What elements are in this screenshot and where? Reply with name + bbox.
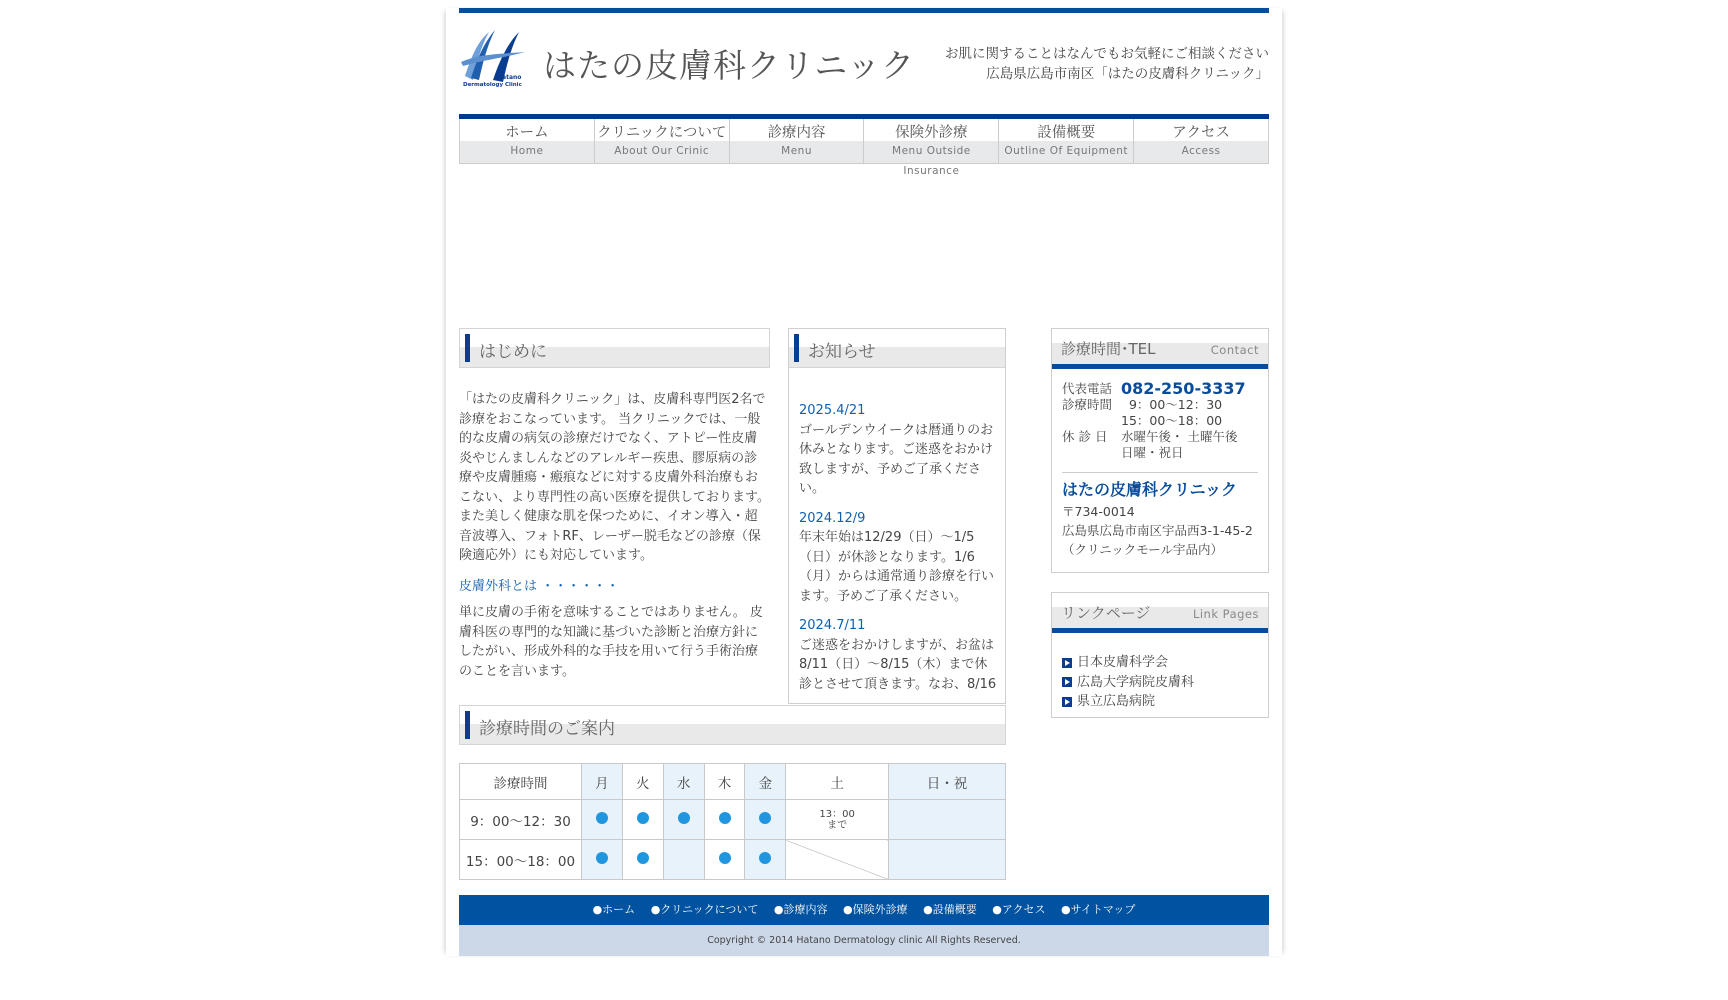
link-label: 日本皮膚科学会 [1077, 655, 1169, 670]
footer-link-menu[interactable]: ●診療内容 [773, 903, 828, 916]
links-heading-en: Link Pages [1192, 607, 1259, 621]
footer-link-access[interactable]: ●アクセス [992, 903, 1046, 916]
hours-row [1062, 397, 1258, 413]
intro-heading-box [459, 328, 770, 368]
links-heading-box [1052, 593, 1268, 633]
tagline-line-2: 広島県広島市南区「はたの皮膚科クリニック」 [986, 66, 1269, 82]
open-dot-icon [596, 812, 608, 824]
open-dot-icon [596, 852, 608, 864]
heading-accent-bar [465, 334, 470, 362]
links-heading: リンクページ [1061, 604, 1151, 622]
news-panel[interactable] [788, 328, 1006, 704]
open-dot-icon [637, 852, 649, 864]
phone-row [1062, 381, 1258, 397]
closed-cell [889, 840, 1006, 880]
hours-row [1062, 413, 1258, 429]
sat-note: 13：00 [819, 808, 855, 820]
closed-row [1062, 445, 1258, 461]
hours-label: 診療時間 [1062, 397, 1113, 412]
intro-heading: はじめに [479, 342, 547, 362]
link-label: 県立広島病院 [1077, 694, 1156, 709]
schedule-table [459, 763, 1006, 880]
nav-label-en: Access [1134, 141, 1268, 163]
contact-heading: 診療時間･TEL [1061, 340, 1156, 358]
open-cell [622, 800, 663, 840]
phone-label: 代表電話 [1062, 381, 1113, 396]
col-header: 診療時間 [460, 764, 582, 800]
intro-body [459, 390, 770, 690]
copyright: Copyright © 2014 Hatano Dermatology clinic All Rights Reserved. [459, 925, 1269, 956]
nav-label-ja: 保険外診療 [864, 119, 998, 141]
nav-item-menu[interactable] [730, 119, 865, 163]
closed-value: 日曜・祝日 [1121, 445, 1184, 460]
site-title: はたの皮膚科クリニック [543, 46, 916, 85]
news-heading-box [788, 328, 1006, 368]
open-cell [704, 840, 745, 880]
news-item [799, 509, 999, 607]
news-date: 2025.4/21 [799, 403, 866, 418]
logo-small-text: Dermatology Clinic [463, 82, 522, 88]
closed-cell [786, 840, 889, 880]
link-label: 広島大学病院皮膚科 [1077, 674, 1195, 690]
nav-label-en: Menu Outside Insurance [864, 141, 998, 163]
intro-paragraph: 単に皮膚の手術を意味することではありません。 皮膚科医の専門的な知識に基づいた診断と治療方針にしたがい、形成外科的な手技を用いて行う手術治療のことを言います。 [459, 605, 763, 679]
tagline-line-1: お肌に関することはなんでもお気軽にご相談ください [945, 46, 1269, 62]
col-header: 日・祝 [889, 764, 1006, 800]
open-cell [663, 800, 704, 840]
main-nav [459, 119, 1269, 177]
open-cell [622, 840, 663, 880]
nav-label-ja: クリニックについて [595, 119, 729, 141]
divider [1062, 472, 1258, 473]
nav-label-en: Outline Of Equipment [999, 141, 1133, 163]
page-container [459, 0, 1269, 956]
footer-link-outside-insurance[interactable]: ●保険外診療 [843, 903, 908, 916]
nav-label-ja: アクセス [1134, 119, 1268, 141]
nav-item-about[interactable] [595, 119, 730, 163]
col-header: 土 [786, 764, 889, 800]
open-dot-icon [678, 812, 690, 824]
contact-heading-box [1052, 329, 1268, 369]
building: （クリニックモール宇品内） [1062, 542, 1224, 557]
time-cell: 15：00〜18：00 [460, 840, 582, 880]
arrow-right-icon [1062, 677, 1072, 687]
news-date: 2024.12/9 [799, 510, 866, 526]
schedule-heading-box [459, 705, 1006, 745]
news-text: 年末年始は12/29（日）～1/5（日）が休診となります。1/6（月）からは通常通り診療を行います。予めご了承ください。 [799, 530, 995, 604]
open-cell [745, 800, 786, 840]
intro-paragraph: 「はたの皮膚科クリニック」は、皮膚科専門医2名で診療をおこなっています。 当クリニックでは、一般的な皮膚の病気の診療だけでなく、アトピー性皮膚炎やじんましんなどのアレルギー疾患、膠原病の診療や皮膚腫瘍・瘢痕などに対する皮膚外科治療もおこない、より専門性の高い医療を提供しております。 また美しく健康な肌を保つために、イオン導入・超音波導入、フォトRF、レーザー脱毛などの診療（保険適応外）にも対応しています。 [459, 392, 770, 563]
news-list [799, 401, 999, 704]
col-header: 金 [745, 764, 786, 800]
nav-label-ja: 診療内容 [730, 119, 864, 141]
address: 広島県広島市南区宇品西3-1-45-2 [1062, 523, 1253, 538]
header-tagline [945, 44, 1269, 84]
clinic-name: はたの皮膚科クリニック [1062, 480, 1238, 499]
footer-link-about[interactable]: ●クリニックについて [650, 903, 759, 916]
footer-nav [459, 895, 1269, 925]
link-hiroshima-univ[interactable] [1062, 673, 1268, 693]
col-header: 火 [622, 764, 663, 800]
news-text: ご迷惑をおかけしますが、お盆は8/11（日）〜8/15（木）まで休診とさせて頂きます。なお、8/16 [799, 637, 997, 692]
heading-accent-bar [465, 711, 470, 739]
col-header: 月 [582, 764, 623, 800]
nav-label-ja: ホーム [460, 119, 594, 141]
heading-accent-bar [794, 334, 799, 362]
link-jda[interactable] [1062, 653, 1268, 673]
nav-label-ja: 設備概要 [999, 119, 1133, 141]
time-cell: 9：00〜12：30 [460, 800, 582, 840]
closed-row [1062, 429, 1258, 445]
nav-label-en: Home [460, 141, 594, 163]
open-cell [745, 840, 786, 880]
logo-small-text: Hatano [497, 74, 522, 81]
postal-code: 〒734-0014 [1062, 504, 1135, 519]
header-top-bar [459, 8, 1269, 13]
nav-label-en: About Our Crinic [595, 141, 729, 163]
news-item [799, 616, 999, 694]
open-cell [582, 800, 623, 840]
schedule-row [460, 800, 1006, 840]
hours-value: 9：00〜12：30 [1121, 397, 1223, 412]
news-text: ゴールデンウイークは暦通りのお休みとなります。ご迷惑をおかけ致しますが、予めご了承ください。 [799, 422, 994, 496]
closed-cell [663, 840, 704, 880]
news-date: 2024.7/11 [799, 618, 866, 633]
open-cell [582, 840, 623, 880]
news-item [799, 401, 999, 499]
hours-value: 15：00〜18：00 [1121, 413, 1223, 428]
saturday-note-cell [786, 800, 889, 840]
nav-item-access[interactable] [1134, 119, 1269, 163]
nav-label-en: Menu [730, 141, 864, 163]
links-list [1052, 633, 1268, 712]
nav-item-home[interactable] [460, 119, 595, 163]
open-cell [704, 800, 745, 840]
sat-note: まで [827, 819, 848, 831]
schedule-header-row [460, 764, 1006, 800]
open-dot-icon [759, 852, 771, 864]
col-header: 水 [663, 764, 704, 800]
closed-label: 休 診 日 [1062, 429, 1108, 444]
open-dot-icon [637, 812, 649, 824]
phone-number[interactable]: 082-250-3337 [1121, 379, 1246, 398]
nav-item-equipment[interactable] [999, 119, 1134, 163]
footer-link-sitemap[interactable]: ●サイトマップ [1061, 903, 1136, 916]
news-heading: お知らせ [808, 342, 876, 362]
footer-link-equipment[interactable]: ●設備概要 [923, 903, 977, 916]
skin-surgery-link[interactable]: 皮膚外科とは ・・・・・・ [459, 578, 620, 594]
link-prefectural-hospital[interactable] [1062, 692, 1268, 712]
closed-cell [889, 800, 1006, 840]
col-header: 木 [704, 764, 745, 800]
links-panel [1051, 592, 1269, 718]
contact-body [1052, 369, 1268, 559]
contact-heading-en: Contact [1210, 343, 1259, 357]
open-dot-icon [719, 812, 731, 824]
contact-panel [1051, 328, 1269, 573]
arrow-right-icon [1062, 658, 1072, 668]
arrow-right-icon [1062, 697, 1072, 707]
schedule-heading: 診療時間のご案内 [479, 719, 615, 739]
open-dot-icon [719, 852, 731, 864]
closed-value: 水曜午後・ 土曜午後 [1121, 429, 1238, 444]
nav-item-outside-insurance[interactable] [864, 119, 999, 177]
clinic-logo[interactable] [459, 28, 529, 94]
open-dot-icon [759, 812, 771, 824]
footer-link-home[interactable]: ●ホーム [592, 903, 636, 916]
schedule-row [460, 840, 1006, 880]
